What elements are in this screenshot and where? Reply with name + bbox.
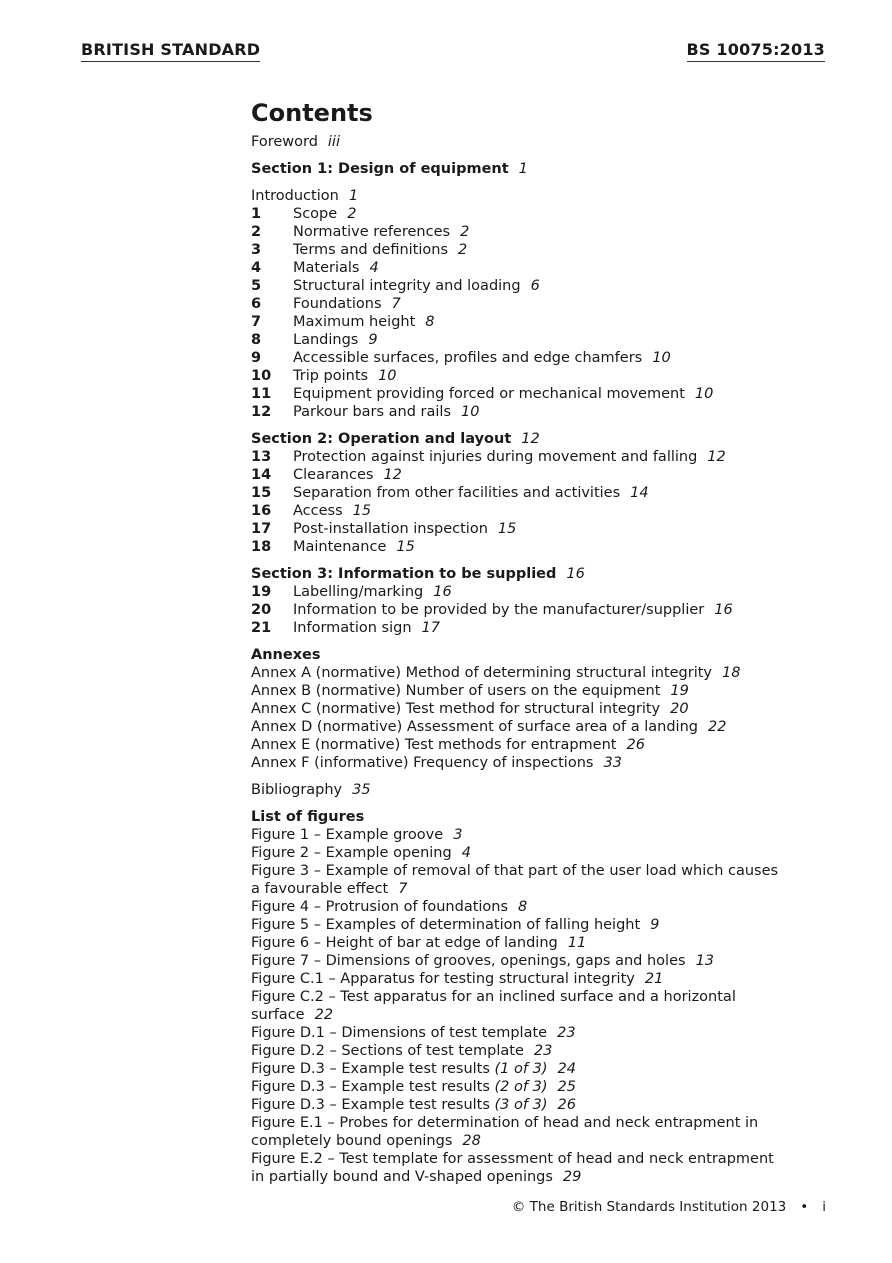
entry-page: 7: [391, 296, 401, 312]
section-3-list: [251, 583, 851, 637]
entry-page: 4: [369, 260, 379, 276]
toc-entry[interactable]: [251, 241, 851, 259]
clause-number: 19: [251, 584, 272, 600]
toc-entry[interactable]: [251, 448, 851, 466]
entry-label: Parkour bars and rails: [293, 404, 452, 420]
entry-page: 15: [352, 503, 372, 519]
entry-label: Maximum height: [293, 314, 416, 330]
entry-page: 2: [347, 206, 357, 222]
entry-page: 19: [670, 683, 689, 699]
toc-entry[interactable]: [251, 1042, 791, 1060]
entry-label: Figure 2 – Example opening: [251, 845, 452, 861]
toc-entry[interactable]: [251, 682, 791, 700]
entry-page: 15: [396, 539, 415, 555]
toc-entry[interactable]: [251, 952, 791, 970]
entry-page: 26: [557, 1097, 576, 1113]
entry-label: Landings: [293, 332, 359, 348]
entry-label: Figure 4 – Protrusion of foundations: [251, 899, 509, 915]
toc-entry[interactable]: [251, 916, 791, 934]
toc-entry[interactable]: [251, 223, 851, 241]
entry-label: Figure 5 – Examples of determination of falling height: [251, 917, 641, 933]
clause-number: 8: [251, 332, 262, 348]
entry-label: Labelling/marking: [293, 584, 424, 600]
entry-page: 6: [530, 278, 540, 294]
entry-part: (1 of 3): [494, 1061, 548, 1077]
entry-label: Figure 1 – Example groove: [251, 827, 444, 843]
entry-label: Clearances: [293, 467, 374, 483]
clause-number: 15: [251, 485, 272, 501]
clause-number: 10: [251, 368, 272, 384]
entry-label: Annex E (normative) Test methods for entrapment: [251, 737, 617, 753]
entry-label: Terms and definitions: [293, 242, 449, 258]
entry-page: 24: [557, 1061, 576, 1077]
toc-entry[interactable]: [251, 826, 791, 844]
toc-entry[interactable]: [251, 988, 791, 1024]
toc-entry[interactable]: [251, 403, 851, 421]
toc-entry[interactable]: [251, 367, 851, 385]
entry-page: 12: [383, 467, 402, 483]
entry-page: 8: [518, 899, 528, 915]
entry-label: Maintenance: [293, 539, 387, 555]
entry-label: Figure D.3 – Example test results: [251, 1079, 490, 1095]
toc-entry[interactable]: [251, 736, 791, 754]
toc-entry[interactable]: [251, 1150, 791, 1186]
toc-entry[interactable]: [251, 295, 851, 313]
entry-part: (2 of 3): [494, 1079, 548, 1095]
toc-entry[interactable]: [251, 466, 851, 484]
entry-label: Post-installation inspection: [293, 521, 488, 537]
entry-label: Figure D.1 – Dimensions of test template: [251, 1025, 548, 1041]
section-1-list: [251, 205, 851, 421]
entry-page: 21: [644, 971, 664, 987]
clause-number: 13: [251, 449, 272, 465]
entry-page: 28: [462, 1133, 481, 1149]
clause-number: 11: [251, 386, 272, 402]
entry-label: Protection against injuries during movement and falling: [293, 449, 698, 465]
entry-label: Trip points: [293, 368, 369, 384]
toc-entry[interactable]: [251, 619, 851, 637]
clause-number: 20: [251, 602, 272, 618]
section-2-list: [251, 448, 851, 556]
entry-label: Figure D.3 – Example test results: [251, 1061, 490, 1077]
entry-page: 14: [630, 485, 649, 501]
entry-label: Structural integrity and loading: [293, 278, 521, 294]
toc-entry[interactable]: [251, 898, 791, 916]
clause-number: 12: [251, 404, 272, 420]
clause-number: 18: [251, 539, 272, 555]
toc-entry[interactable]: [251, 718, 791, 736]
toc-entry[interactable]: [251, 583, 851, 601]
toc-entry[interactable]: [251, 520, 851, 538]
table-of-contents: [251, 97, 851, 1186]
toc-foreword[interactable]: Foreword iii: [251, 134, 340, 150]
entry-label: Figure C.1 – Apparatus for testing structural integrity: [251, 971, 635, 987]
clause-number: 21: [251, 620, 272, 636]
bullet-separator: •: [800, 1199, 809, 1215]
entry-label: Figure 6 – Height of bar at edge of landing: [251, 935, 558, 951]
entry-page: 23: [533, 1043, 553, 1059]
entry-page: 11: [567, 935, 587, 951]
toc-entry[interactable]: [251, 844, 791, 862]
toc-bibliography[interactable]: Bibliography 35: [251, 782, 371, 798]
entry-label: Access: [293, 503, 343, 519]
page-title: Contents: [251, 99, 373, 127]
entry-label: Separation from other facilities and activities: [293, 485, 621, 501]
header-standard-label: BRITISH STANDARD: [81, 40, 260, 62]
entry-page: 10: [694, 386, 714, 402]
entry-page: 10: [378, 368, 397, 384]
entry-label: Annex F (informative) Frequency of inspections: [251, 755, 594, 771]
annexes-list: [251, 664, 851, 772]
toc-entry[interactable]: [251, 1060, 791, 1078]
section-2-heading[interactable]: Section 2: Operation and layout 12: [251, 431, 540, 447]
toc-entry[interactable]: [251, 349, 851, 367]
entry-page: 18: [722, 665, 741, 681]
entry-label: Normative references: [293, 224, 451, 240]
clause-number: 9: [251, 350, 262, 366]
toc-entry[interactable]: [251, 1114, 791, 1150]
entry-label: Accessible surfaces, profiles and edge chamfers: [293, 350, 643, 366]
entry-page: 10: [461, 404, 480, 420]
entry-label: Annex D (normative) Assessment of surface area of a landing: [251, 719, 698, 735]
entry-label: Information to be provided by the manufacturer/supplier: [293, 602, 705, 618]
entry-page: 10: [652, 350, 671, 366]
toc-entry[interactable]: [251, 601, 851, 619]
entry-page: 9: [368, 332, 378, 348]
entry-label: Figure D.2 – Sections of test template: [251, 1043, 524, 1059]
clause-number: 5: [251, 278, 262, 294]
entry-page: 7: [398, 881, 408, 897]
entry-label: Annex B (normative) Number of users on the equipment: [251, 683, 661, 699]
entry-label: Foundations: [293, 296, 382, 312]
toc-entry[interactable]: [251, 934, 791, 952]
toc-entry[interactable]: [251, 313, 851, 331]
annexes-heading: Annexes: [251, 647, 321, 663]
entry-page: 22: [314, 1007, 334, 1023]
entry-page: 16: [714, 602, 733, 618]
toc-entry[interactable]: [251, 1096, 791, 1114]
entry-label: Information sign: [293, 620, 412, 636]
section-3-heading[interactable]: Section 3: Information to be supplied 16: [251, 566, 585, 582]
clause-number: 3: [251, 242, 262, 258]
entry-label: Equipment providing forced or mechanical movement: [293, 386, 685, 402]
toc-entry[interactable]: [251, 205, 851, 223]
toc-entry[interactable]: [251, 331, 851, 349]
entry-page: 22: [707, 719, 727, 735]
toc-entry[interactable]: [251, 1078, 791, 1096]
entry-page: 15: [497, 521, 517, 537]
clause-number: 16: [251, 503, 272, 519]
toc-introduction[interactable]: Introduction 1: [251, 188, 359, 204]
entry-label: Figure 3 – Example of removal of that part of the user load which causes a favourable effect: [251, 863, 779, 897]
entry-label: Figure D.3 – Example test results: [251, 1097, 490, 1113]
page-number: i: [822, 1199, 826, 1215]
clause-number: 6: [251, 296, 262, 312]
entry-label: Materials: [293, 260, 360, 276]
toc-entry[interactable]: [251, 538, 851, 556]
entry-part: (3 of 3): [494, 1097, 548, 1113]
entry-page: 2: [458, 242, 468, 258]
clause-number: 14: [251, 467, 272, 483]
entry-label: Figure E.2 – Test template for assessment of head and neck entrapment in partially bound and V-shaped openings: [251, 1151, 774, 1185]
clause-number: 1: [251, 206, 262, 222]
header-standard-number: BS 10075:2013: [687, 40, 825, 62]
toc-entry[interactable]: [251, 700, 791, 718]
entry-page: 9: [650, 917, 660, 933]
entry-page: 12: [707, 449, 726, 465]
entry-label: Figure 7 – Dimensions of grooves, openings, gaps and holes: [251, 953, 686, 969]
entry-page: 20: [670, 701, 689, 717]
figures-list: [251, 826, 851, 1186]
entry-label: Figure C.2 – Test apparatus for an inclined surface and a horizontal surface: [251, 989, 736, 1023]
toc-entry[interactable]: [251, 664, 791, 682]
clause-number: 17: [251, 521, 272, 537]
toc-entry[interactable]: [251, 259, 851, 277]
entry-page: 8: [425, 314, 435, 330]
toc-entry[interactable]: [251, 754, 791, 772]
entry-page: 26: [626, 737, 645, 753]
entry-page: 13: [695, 953, 715, 969]
toc-entry[interactable]: [251, 862, 791, 898]
entry-label: Annex C (normative) Test method for structural integrity: [251, 701, 661, 717]
copyright-notice: © The British Standards Institution 2013: [511, 1199, 787, 1215]
entry-page: 16: [433, 584, 452, 600]
entry-label: Figure E.1 – Probes for determination of head and neck entrapment in completely bound openings: [251, 1115, 759, 1149]
toc-entry[interactable]: [251, 277, 851, 295]
entry-page: 3: [453, 827, 463, 843]
figures-heading: List of figures: [251, 809, 365, 825]
toc-entry[interactable]: [251, 385, 851, 403]
toc-entry[interactable]: [251, 1024, 791, 1042]
section-1-heading[interactable]: Section 1: Design of equipment 1: [251, 161, 528, 177]
entry-page: 17: [421, 620, 440, 636]
entry-page: 33: [603, 755, 622, 771]
clause-number: 2: [251, 224, 262, 240]
entry-page: 4: [461, 845, 471, 861]
toc-entry[interactable]: [251, 502, 851, 520]
entry-page: 25: [557, 1079, 576, 1095]
entry-label: Annex A (normative) Method of determining structural integrity: [251, 665, 712, 681]
clause-number: 7: [251, 314, 262, 330]
entry-label: Scope: [293, 206, 338, 222]
entry-page: 2: [460, 224, 470, 240]
toc-entry[interactable]: [251, 484, 851, 502]
entry-page: 29: [562, 1169, 582, 1185]
entry-page: 23: [557, 1025, 576, 1041]
page-footer: [512, 1199, 826, 1215]
clause-number: 4: [251, 260, 262, 276]
toc-entry[interactable]: [251, 970, 791, 988]
